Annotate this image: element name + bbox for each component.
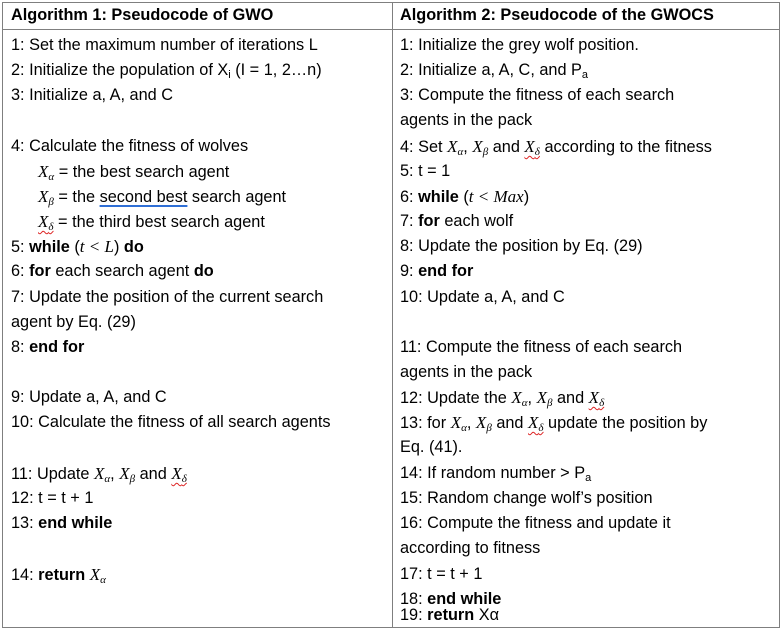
algo2-line-13a [400,410,775,435]
algo1-l11-x3: X [171,464,182,483]
algo2-line-15: 15: Random change wolf’s position [400,489,653,507]
algo2-line-5: 5: t = 1 [400,162,451,180]
algo2-l12-x3: X [588,388,600,407]
algo2-line-17: 17: t = t + 1 [400,565,483,583]
algo1-line-2-text: 2: Initialize the population of X [11,61,229,79]
algo1-l11-s1: α [104,473,111,485]
algo1-line-2 [11,58,388,83]
algo1-end-for-keyword: end for [29,338,85,356]
algo1-x-alpha-line [38,159,388,184]
algo2-l4-sep2: and [488,138,525,156]
algo2-line-16b: according to fitness [400,539,541,557]
algo1-line-11 [11,461,388,486]
algo2-line-16a: 16: Compute the fitness and update it [400,514,671,532]
algo2-for-keyword: for [418,212,440,230]
algo1-line-14-num: 14: [11,566,39,584]
algo2-return-keyword: return [427,606,475,624]
algo1-do-keyword-2: do [193,262,214,280]
x-delta-sub: δ [48,221,54,233]
algo1-line-5 [11,234,388,259]
algo2-line-13-tail: update the position by [543,414,708,432]
algorithm-1-column [3,3,392,627]
algo2-line-4-tail: according to the fitness [539,138,712,156]
algorithm-2-header: Algorithm 2: Pseudocode of the GWOCS [400,6,714,24]
algo2-line-6 [400,184,775,209]
algo2-line-6-num: 6: [400,188,419,206]
algo2-l4-s2: β [482,146,489,158]
algo2-l13-s2: β [486,422,492,434]
algo1-line-13-num: 13: [11,514,39,532]
algo2-l13-s3: δ [538,422,544,434]
algo2-while-keyword: while [418,188,459,206]
x-alpha-sub: α [48,171,55,183]
algo1-line-7b: agent by Eq. (29) [11,313,136,331]
algo2-line-3b: agents in the pack [400,111,533,129]
algo1-line-13 [11,511,388,536]
algo1-l14-x: X [89,565,101,584]
algo2-line-6-cond: t < Max [468,187,524,206]
x-alpha-text: = the best search agent [54,163,230,181]
algorithm-1-header: Algorithm 1: Pseudocode of GWO [11,6,274,24]
x-delta-text: = the third best search agent [53,213,265,231]
algo1-while-keyword: while [29,238,70,256]
algo1-line-4: 4: Calculate the fitness of wolves [11,137,249,155]
algo2-l13-s1: α [461,422,467,434]
algo1-line-5-num: 5: [11,238,30,256]
algo1-line-6-text: each search agent [50,262,194,280]
algo1-l11-x1: X [93,464,105,483]
algo2-line-10: 10: Update a, A, and C [400,288,565,306]
algo2-l4-sep1: , [463,138,473,156]
algo2-line-19-num: 19: [400,606,428,624]
algo2-end-while-keyword: end while [427,590,502,608]
algo2-line-2-subscript: a [581,69,589,81]
algo2-l12-s2: β [546,397,553,409]
algo1-line-3: 3: Initialize a, A, and C [11,86,174,104]
algo1-l14-s: α [100,574,106,586]
algo1-line-7a: 7: Update the position of the current search [11,288,324,306]
algo1-line-8-num: 8: [11,338,30,356]
algo2-line-11b: agents in the pack [400,363,533,381]
algo2-line-13b: Eq. (41). [400,438,463,456]
algo1-l11-s2: β [129,473,136,485]
algo2-line-6-paren: ( [458,188,469,206]
algo2-l12-sep2: and [552,389,589,407]
algo1-x-beta-line [38,184,388,209]
algo2-line-12 [400,385,775,410]
algo2-line-19-tail: Xα [474,606,500,624]
algo1-end-while-keyword: end while [38,514,113,532]
algo1-line-9: 9: Update a, A, and C [11,388,167,406]
algo2-line-14 [400,461,775,486]
algo2-line-9 [400,259,775,284]
algo2-line-9-num: 9: [400,262,419,280]
algo1-line-11-text: 11: Update [11,465,94,483]
algo2-line-2-text: 2: Initialize a, A, C, and P [400,61,582,79]
x-beta-sub: β [48,196,54,208]
x-delta-var: X [38,212,49,231]
algo2-line-4 [400,134,775,159]
x-beta-underlined: second best [99,188,188,206]
algo1-line-1: 1: Set the maximum number of iterations L [11,36,318,54]
algo2-l13-x1: X [450,413,462,432]
algo2-line-4-text: 4: Set [400,138,448,156]
algo2-line-2 [400,58,775,83]
x-beta-text-2: search agent [187,188,287,206]
algo2-l4-s3: δ [534,146,540,158]
algo1-l11-s3: δ [181,473,187,485]
algo1-line-5-paren: ( [69,238,80,256]
x-beta-var: X [38,187,49,206]
algo2-l13-x2: X [475,413,487,432]
algo2-l12-sep1: , [527,389,537,407]
pseudocode-table [2,2,780,628]
algo1-line-2-subscript: i [228,69,231,81]
algo2-line-13-text: 13: for [400,414,451,432]
algo2-line-11a: 11: Compute the fitness of each search [400,338,683,356]
algo2-line-8: 8: Update the position by Eq. (29) [400,237,643,255]
algo2-l12-x1: X [511,388,522,407]
algo2-l12-s1: α [521,397,528,409]
algo2-line-6-close: ) [523,188,530,206]
x-beta-text-1: = the [53,188,100,206]
algo2-l12-s3: δ [599,397,605,409]
algo1-l11-x2: X [119,464,130,483]
algo2-line-7-num: 7: [400,212,419,230]
algo2-l4-s1: α [457,146,464,158]
x-alpha-var: X [38,162,49,181]
algo1-x-delta-line [38,209,388,234]
algo2-l13-sep1: , [466,414,476,432]
algo2-l4-x3: X [524,137,535,156]
algo2-line-19 [400,603,775,628]
algo1-line-8 [11,335,388,360]
algo2-l4-x1: X [447,137,458,156]
algo1-l11-sep1: , [110,465,120,483]
algo1-line-5-cond: t < L [79,237,114,256]
algo2-l13-x3: X [528,413,539,432]
algo2-line-7 [400,209,775,234]
algo1-return-keyword: return [38,566,86,584]
algo1-line-6 [11,259,388,284]
algo2-line-3a: 3: Compute the fitness of each search [400,86,675,104]
algo1-for-keyword: for [29,262,51,280]
algo2-line-18-num: 18: [400,590,428,608]
algo2-l4-x2: X [472,137,483,156]
algo2-line-7-text: each wolf [439,212,514,230]
algo1-do-keyword: do [123,238,144,256]
algo2-l12-x2: X [536,388,547,407]
algo1-line-12: 12: t = t + 1 [11,489,94,507]
algo2-l13-sep2: and [491,414,529,432]
algo2-line-14-subscript: a [585,472,592,484]
algo2-end-for-keyword: end for [418,262,474,280]
algo2-line-12-text: 12: Update the [400,389,512,407]
algo1-line-6-num: 6: [11,262,30,280]
algo1-l11-sep2: and [135,465,172,483]
algo1-line-5-close: ) [113,238,124,256]
algo2-line-14-text: 14: If random number > P [400,464,586,482]
algo1-line-10: 10: Calculate the fitness of all search agents [11,413,331,431]
algo1-line-2-tail: (I = 1, 2…n) [230,61,322,79]
algo1-line-14 [11,562,388,587]
algo2-line-1: 1: Initialize the grey wolf position. [400,36,639,54]
algorithm-2-column [392,3,779,627]
